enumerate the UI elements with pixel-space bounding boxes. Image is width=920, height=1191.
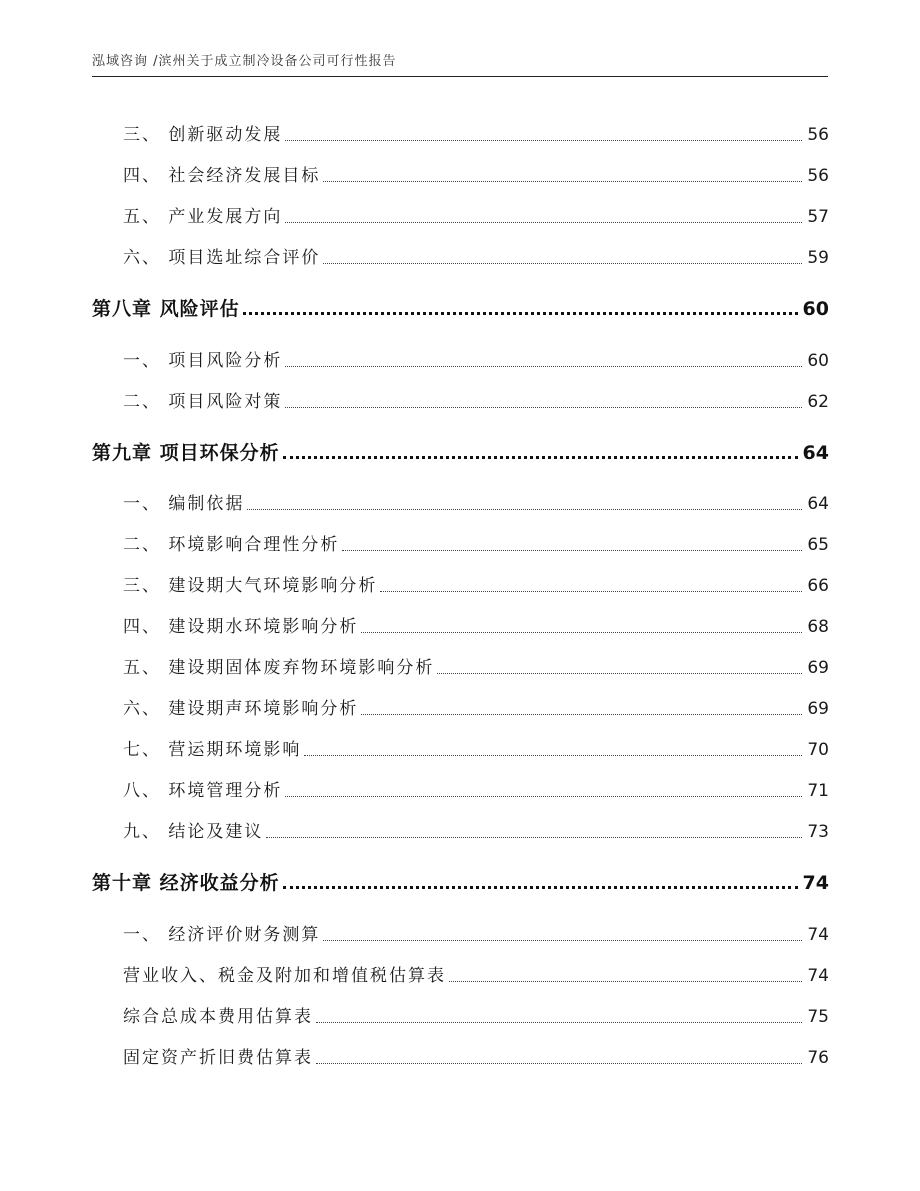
toc-page-number: 59 <box>807 248 829 268</box>
dot-leader <box>316 1063 802 1064</box>
toc-page-number: 70 <box>807 740 829 760</box>
toc-entry-label: 一、 经济评价财务测算 <box>123 925 321 945</box>
toc-entry[interactable] <box>123 493 829 515</box>
dot-leader <box>437 673 802 674</box>
dot-leader <box>243 312 798 315</box>
dot-leader <box>323 940 802 941</box>
toc-chapter-label: 第十章 经济收益分析 <box>92 872 280 894</box>
toc-entry[interactable] <box>123 575 829 597</box>
toc-page-number: 57 <box>807 207 829 227</box>
toc-page-number: 74 <box>807 925 829 945</box>
toc-entry-label: 七、 营运期环境影响 <box>123 740 302 760</box>
toc-entry-label: 四、 社会经济发展目标 <box>123 166 321 186</box>
toc-entry[interactable] <box>123 534 829 556</box>
toc-entry-label: 三、 建设期大气环境影响分析 <box>123 576 378 596</box>
toc-entry[interactable] <box>123 821 829 843</box>
toc-entry-label: 固定资产折旧费估算表 <box>123 1048 313 1068</box>
toc-page-number: 71 <box>807 781 829 801</box>
toc-page-number: 56 <box>807 166 829 186</box>
dot-leader <box>304 755 802 756</box>
toc-page-number: 69 <box>807 658 829 678</box>
toc-entry[interactable] <box>123 350 829 372</box>
toc-entry[interactable] <box>123 780 829 802</box>
toc-entry-label: 八、 环境管理分析 <box>123 781 283 801</box>
dot-leader <box>283 456 798 459</box>
dot-leader <box>285 796 802 797</box>
dot-leader <box>380 591 802 592</box>
toc-chapter-label: 第八章 风险评估 <box>92 298 240 320</box>
toc-entry-label: 二、 环境影响合理性分析 <box>123 535 340 555</box>
toc-entry[interactable] <box>123 1006 829 1028</box>
dot-leader <box>266 837 802 838</box>
running-header: 泓域咨询 /滨州关于成立制冷设备公司可行性报告 <box>92 52 828 77</box>
toc-entry-label: 二、 项目风险对策 <box>123 392 283 412</box>
toc-chapter-entry[interactable] <box>92 441 829 465</box>
toc-entry-label: 九、 结论及建议 <box>123 822 264 842</box>
toc-entry-label: 三、 创新驱动发展 <box>123 125 283 145</box>
toc-chapter-label: 第九章 项目环保分析 <box>92 442 280 464</box>
toc-page-number: 66 <box>807 576 829 596</box>
toc-entry[interactable] <box>123 965 829 987</box>
dot-leader <box>285 222 802 223</box>
dot-leader <box>285 407 802 408</box>
toc-entry-label: 综合总成本费用估算表 <box>123 1007 313 1027</box>
toc-entry-label: 一、 项目风险分析 <box>123 351 283 371</box>
toc-entry[interactable] <box>123 739 829 761</box>
toc-page-number: 60 <box>802 298 829 320</box>
dot-leader <box>361 714 802 715</box>
toc-page-number: 60 <box>807 351 829 371</box>
toc-page-number: 64 <box>802 442 829 464</box>
toc-entry-label: 六、 建设期声环境影响分析 <box>123 699 359 719</box>
toc-chapter-entry[interactable] <box>92 297 829 321</box>
toc-entry[interactable] <box>123 1047 829 1069</box>
toc-page-number: 64 <box>807 494 829 514</box>
toc-entry-label: 营业收入、税金及附加和增值税估算表 <box>123 966 446 986</box>
dot-leader <box>342 550 802 551</box>
toc-entry-label: 六、 项目选址综合评价 <box>123 248 321 268</box>
toc-page-number: 56 <box>807 125 829 145</box>
toc-page-number: 75 <box>807 1007 829 1027</box>
toc-entry[interactable] <box>123 657 829 679</box>
toc-entry[interactable] <box>123 391 829 413</box>
toc-entry-label: 五、 建设期固体废弃物环境影响分析 <box>123 658 435 678</box>
dot-leader <box>361 632 802 633</box>
dot-leader <box>285 366 802 367</box>
toc-page-number: 76 <box>807 1048 829 1068</box>
toc-page-number: 68 <box>807 617 829 637</box>
toc-entry[interactable] <box>123 206 829 228</box>
toc-page-number: 74 <box>807 966 829 986</box>
dot-leader <box>247 509 802 510</box>
toc-entry-label: 一、 编制依据 <box>123 494 245 514</box>
toc-entry[interactable] <box>123 124 829 146</box>
dot-leader <box>283 886 798 889</box>
dot-leader <box>323 181 802 182</box>
toc-entry[interactable] <box>123 616 829 638</box>
dot-leader <box>323 263 802 264</box>
toc-entry[interactable] <box>123 247 829 269</box>
toc-entry[interactable] <box>123 924 829 946</box>
toc-page-number: 69 <box>807 699 829 719</box>
toc-entry[interactable] <box>123 698 829 720</box>
dot-leader <box>449 981 802 982</box>
dot-leader <box>316 1022 802 1023</box>
toc-page-number: 65 <box>807 535 829 555</box>
toc-entry-label: 五、 产业发展方向 <box>123 207 283 227</box>
toc-entry[interactable] <box>123 165 829 187</box>
toc-page-number: 73 <box>807 822 829 842</box>
toc-page-number: 74 <box>802 872 829 894</box>
toc-entry-label: 四、 建设期水环境影响分析 <box>123 617 359 637</box>
dot-leader <box>285 140 802 141</box>
toc-chapter-entry[interactable] <box>92 871 829 895</box>
toc-page-number: 62 <box>807 392 829 412</box>
